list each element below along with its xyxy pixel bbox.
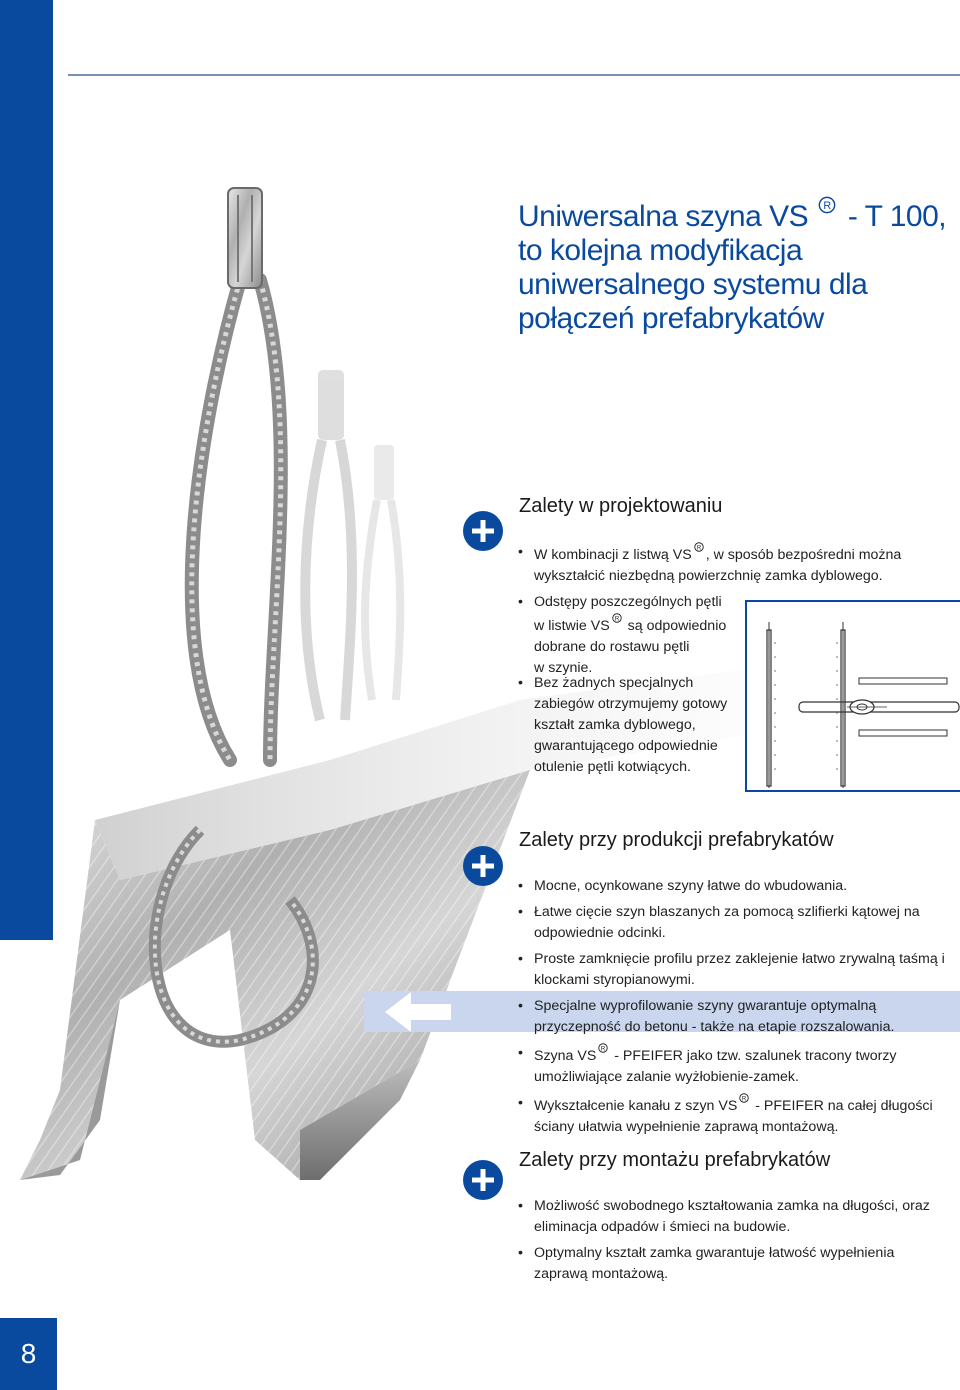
list-item: • Szyna VS R - PFEIFER jako tzw. szalunek tracony tworzy umożliwiające zalanie wyżłobienie-zamek. (517, 1043, 957, 1088)
wire-sleeve (228, 188, 262, 288)
list-item: • Proste zamknięcie profilu przez zaklejenie łatwo zrywalną taśmą i klockami styropianowymi. (517, 949, 957, 991)
svg-text:R: R (823, 200, 831, 213)
title-line-3: uniwersalnego systemu dla (518, 268, 868, 301)
list-item: • Bez żadnych specjalnych zabiegów otrzymujemy gotowy kształt zamka dyblowego, gwarantującego odpowiednie otulenie pętli kotwiących. (517, 673, 737, 778)
svg-text:R: R (601, 1046, 606, 1053)
title-line-1-suffix: - T 100, (847, 200, 947, 233)
list-item: • W kombinacji z listwą VS R , w sposób bezpośredni można wykształcić niezbędną powierzchnię zamka dyblowego. (517, 542, 917, 587)
list-item: • Mocne, ocynkowane szyny łatwe do wbudowania. (517, 876, 957, 897)
svg-text:R: R (614, 616, 619, 623)
svg-text:R: R (742, 1096, 747, 1103)
title-line-2: to kolejna modyfikacja (518, 234, 803, 267)
list-item: • Wykształcenie kanału z szyn VS R - PFEIFER na całej długości ściany ułatwia wypełnienie zaprawą montażową. (517, 1093, 957, 1138)
registered-icon (818, 196, 836, 214)
section-heading-assembly: Zalety przy montażu prefabrykatów (519, 1149, 831, 1171)
plus-circle-icon (463, 1160, 503, 1200)
production-bullet-list (517, 876, 957, 1143)
registered-icon (598, 1043, 608, 1053)
arrow-left-icon (385, 992, 455, 1032)
page-title (518, 196, 958, 336)
registered-icon (739, 1093, 749, 1103)
plus-circle-icon (463, 511, 503, 551)
rail-diagram (745, 600, 960, 792)
registered-icon (694, 542, 704, 552)
section-heading-production: Zalety przy produkcji prefabrykatów (519, 829, 834, 851)
wire-loop-main (192, 280, 281, 760)
registered-icon (612, 613, 622, 623)
page-number: 8 (0, 1318, 57, 1390)
rail-diagram-drawing (747, 602, 960, 790)
title-line-4: połączeń prefabrykatów (518, 302, 824, 335)
plus-circle-icon (463, 846, 503, 886)
list-item: • Optymalny kształt zamka gwarantuje łatwość wypełnienia zaprawą montażową. (517, 1243, 937, 1285)
list-item: • Możliwość swobodnego kształtowania zamka na długości, oraz eliminacja odpadów i śmieci na budowie. (517, 1196, 937, 1238)
section-heading-design: Zalety w projektowaniu (519, 495, 723, 517)
list-item: • Specjalne wyprofilowanie szyny gwarantuje optymalną przyczepność do betonu - także na etapie rozszalowania. (517, 996, 957, 1038)
list-item: • Odstępy poszczególnych pętli w listwie VS R są odpowiednio dobrane do rostawu pętli w szynie. (517, 592, 917, 679)
design-bullet-list-2 (517, 673, 737, 783)
svg-text:R: R (696, 545, 701, 552)
list-item: • Łatwe cięcie szyn blaszanych za pomocą szlifierki kątowej na odpowiednie odcinki. (517, 902, 957, 944)
assembly-bullet-list (517, 1196, 937, 1290)
title-line-1: Uniwersalna szyna VS (518, 200, 809, 233)
